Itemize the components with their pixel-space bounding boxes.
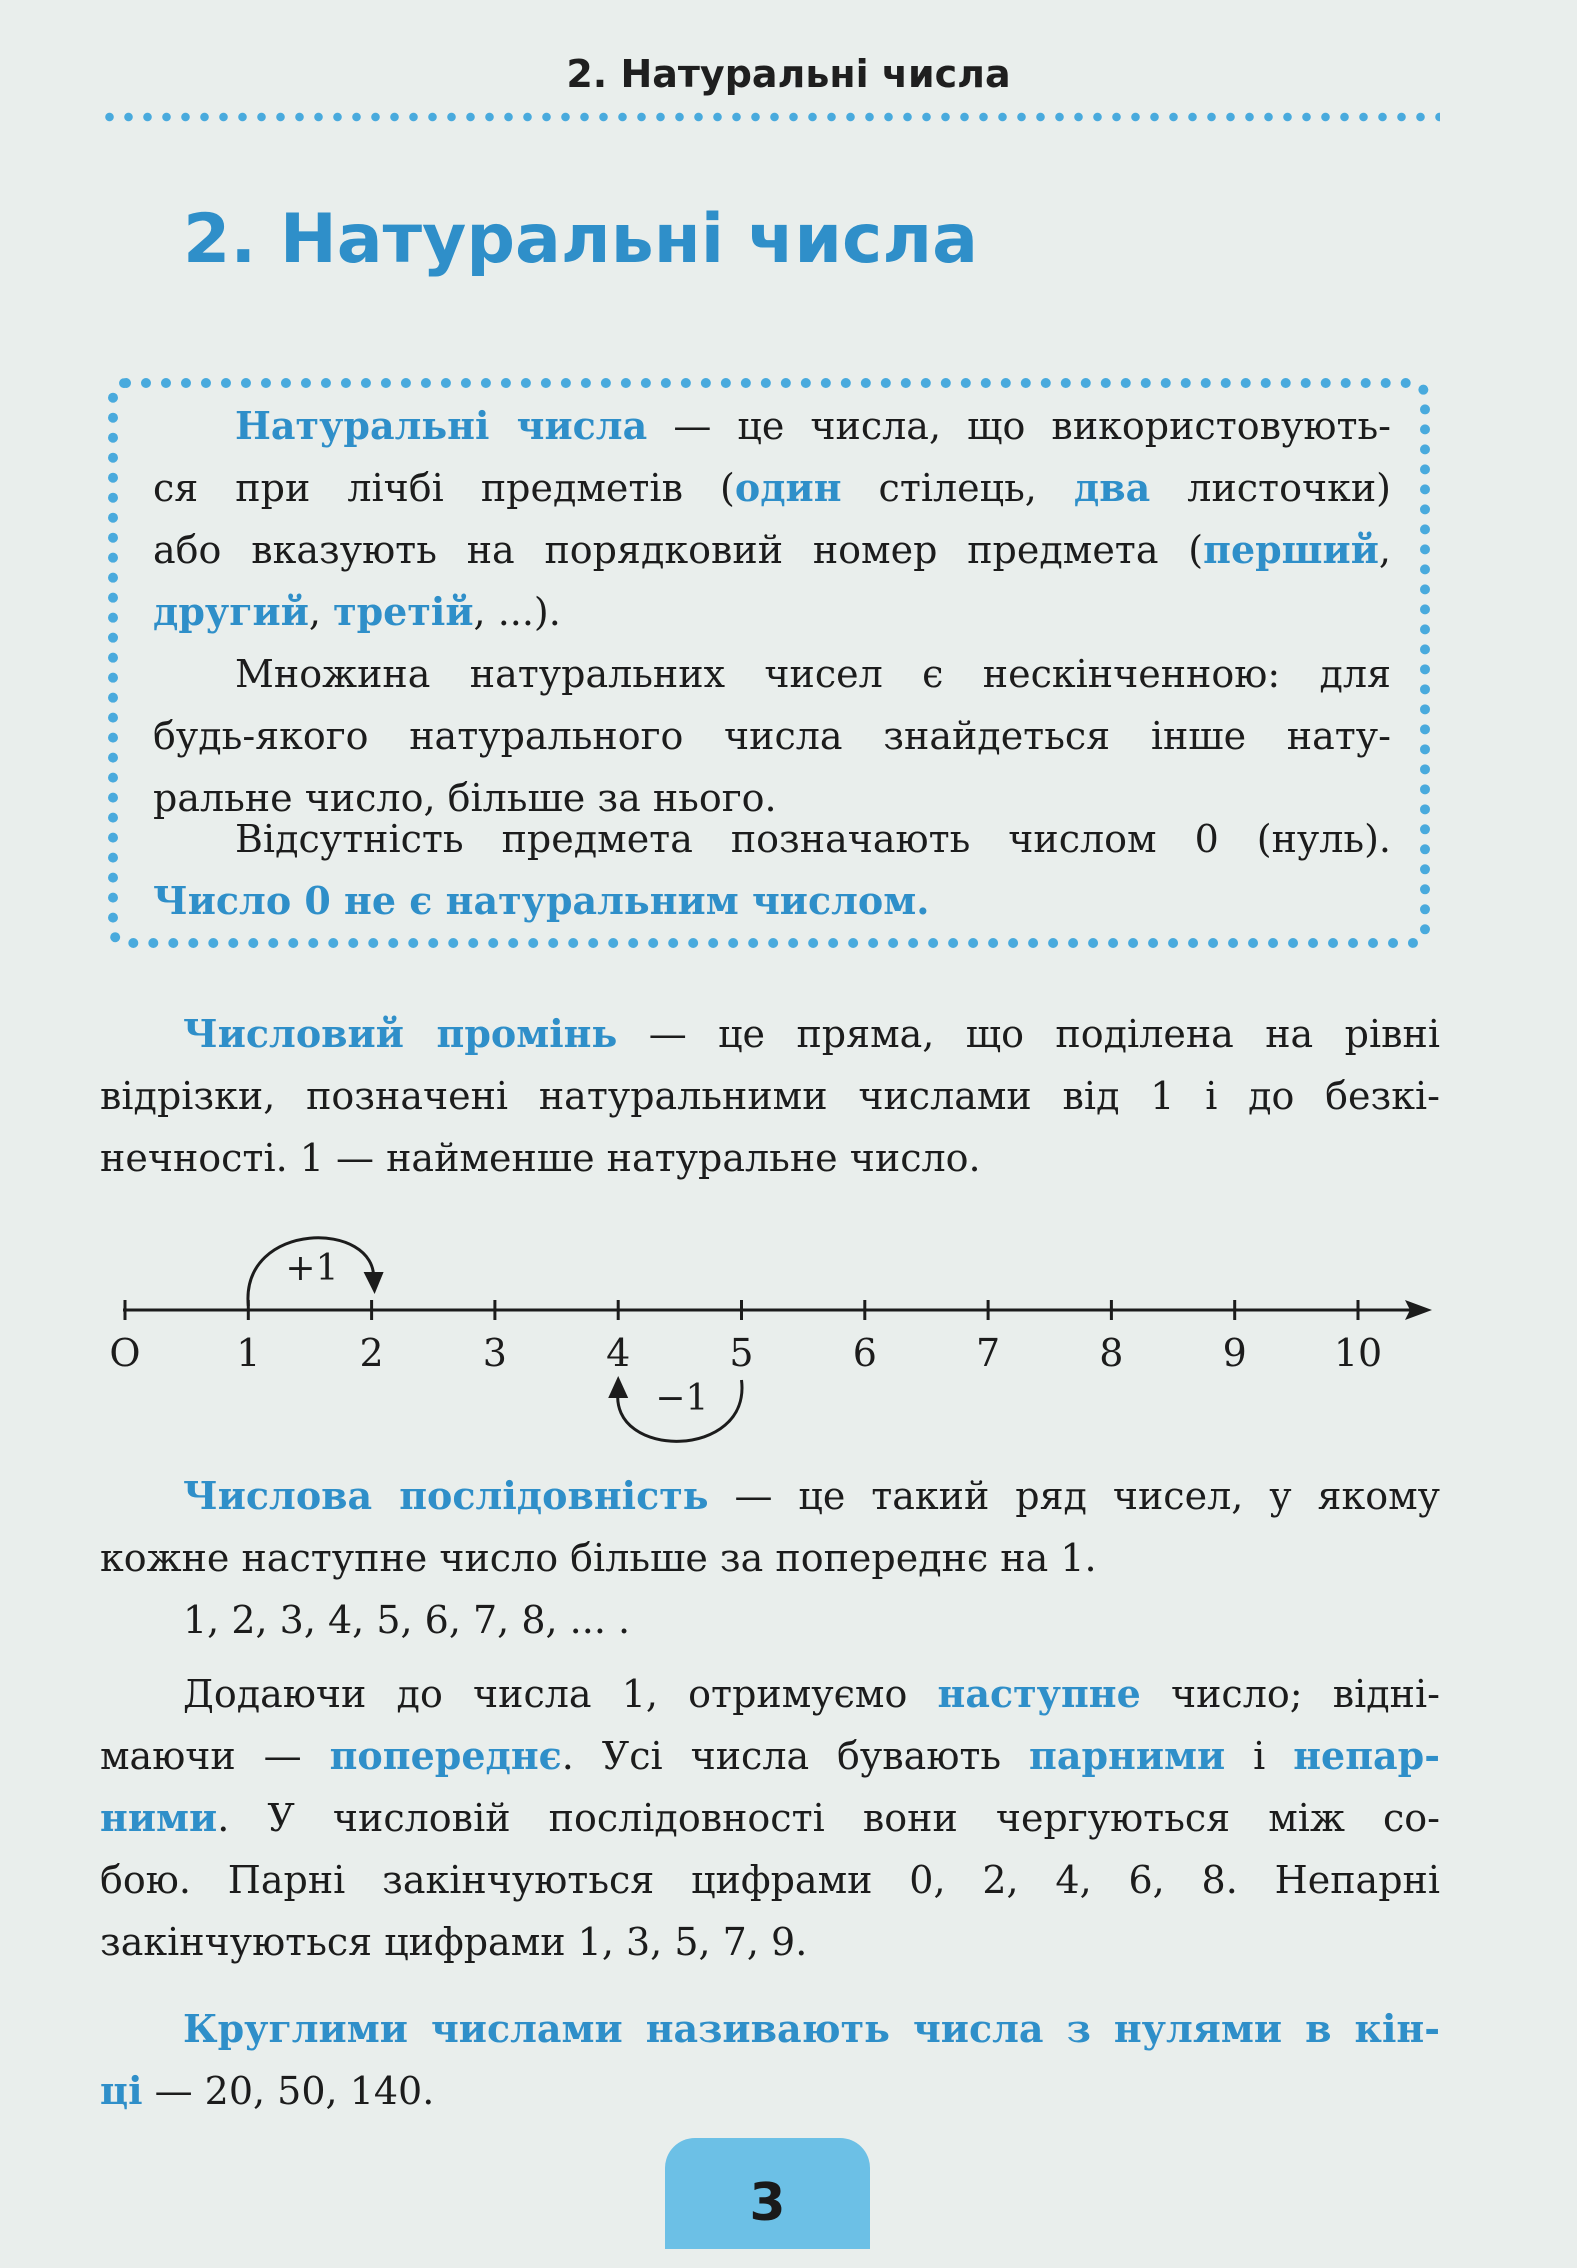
text-line (100, 1663, 1440, 1725)
text-line: ральне число, більше за нього. (153, 776, 777, 820)
text-line (153, 395, 1391, 457)
text-line: кожне наступне число більше за попереднє на 1. (100, 1536, 1097, 1580)
page-number: 3 (749, 2173, 786, 2233)
tick-label-6: 6 (852, 1331, 877, 1375)
text-span: листочки) (1150, 466, 1391, 510)
tick-label-3: 3 (482, 1331, 507, 1375)
text-line: будь-якого натурального числа знайдеться інше нату- (153, 714, 1391, 758)
text-line: закінчуються цифрами 1, 3, 5, 7, 9. (100, 1920, 808, 1964)
text-line: Відсутність предмета позначають числом 0 (нуль). (235, 817, 1391, 861)
definition-paragraph-2 (153, 643, 1391, 829)
text-span: стілець, (841, 466, 1074, 510)
text-line (100, 1787, 1440, 1849)
tick-label-5: 5 (729, 1331, 754, 1375)
highlight-two: два (1073, 465, 1151, 510)
highlight-even: парними (1029, 1733, 1226, 1778)
text-line: бою. Парні закінчуються цифрами 0, 2, 4, 6, 8. Непарні (100, 1858, 1440, 1902)
dotted-rule (100, 110, 1440, 124)
minus-one-arrowhead (608, 1376, 628, 1398)
text-span: — це пряма, що поділена на рівні (617, 1012, 1440, 1056)
plus-one-label: +1 (285, 1248, 339, 1289)
highlight-odd-end: ними (100, 1795, 218, 1840)
text-span: , (1378, 528, 1391, 572)
tick-label-4: 4 (606, 1331, 631, 1375)
highlight-third: третій (333, 589, 474, 634)
text-line (153, 519, 1391, 581)
text-span: . У числовій послідовності вони чергуються між со- (217, 1796, 1440, 1840)
term-number-sequence: Числова послідовність (183, 1473, 709, 1518)
text-line (153, 581, 1391, 643)
sequence-paragraph (100, 1465, 1440, 1651)
definition-paragraph-1 (153, 395, 1391, 643)
highlight-previous: попереднє (329, 1733, 562, 1778)
round-numbers-paragraph (100, 1998, 1440, 2122)
plus-one-arrowhead (364, 1272, 384, 1294)
number-line-svg (100, 1210, 1460, 1450)
text-line: відрізки, позначені натуральними числами від 1 і до безкі- (100, 1074, 1440, 1118)
minus-one-label: −1 (655, 1378, 709, 1419)
text-span: , (308, 590, 334, 634)
highlight-first: перший (1203, 527, 1379, 572)
text-span: Додаючи до числа 1, отримуємо (183, 1672, 938, 1716)
text-span: — це числа, що використовують- (647, 404, 1391, 448)
running-head: 2. Натуральні числа (566, 52, 1011, 96)
text-line: Множина натуральних чисел є нескінченною: для (235, 652, 1391, 696)
highlight-odd: непар- (1293, 1733, 1441, 1778)
text-line: нечності. 1 — найменше натуральне число. (100, 1136, 981, 1180)
text-span: — це такий ряд чисел, у якому (708, 1474, 1440, 1518)
sequence-example: 1, 2, 3, 4, 5, 6, 7, 8, ... . (183, 1598, 631, 1642)
tick-label-10: 10 (1333, 1331, 1383, 1375)
highlight-second: другий (153, 589, 309, 634)
parity-paragraph (100, 1663, 1440, 1973)
text-line (153, 457, 1391, 519)
term-natural-numbers: Натуральні числа (235, 403, 648, 448)
number-line (100, 1210, 1460, 1450)
text-span: ся при лічбі предметів ( (153, 466, 735, 510)
term-number-ray: Числовий промінь (183, 1011, 618, 1056)
tick-label-9: 9 (1222, 1331, 1247, 1375)
chapter-title: 2. Натуральні числа (183, 200, 979, 279)
text-line (100, 1003, 1440, 1065)
text-span: або вказують на порядковий номер предмета ( (153, 528, 1204, 572)
text-span: , ...). (473, 590, 561, 634)
text-span: . Усі числа бувають (561, 1734, 1030, 1778)
tick-label-8: 8 (1099, 1331, 1124, 1375)
highlight-next: наступне (937, 1671, 1141, 1716)
round-numbers-term-end: ці (100, 2068, 143, 2113)
highlight-one: один (734, 465, 842, 510)
tick-label-2: 2 (359, 1331, 384, 1375)
tick-label-7: 7 (976, 1331, 1001, 1375)
page-number-tab (665, 2138, 870, 2249)
tick-label-1: 1 (236, 1331, 261, 1375)
text-span: число; відні- (1140, 1672, 1440, 1716)
ray-paragraph (100, 1003, 1440, 1189)
round-numbers-term: Круглими числами називають числа з нулями в кін- (183, 2006, 1440, 2051)
text-line (100, 2060, 1440, 2122)
definition-paragraph-3 (153, 808, 1391, 932)
zero-not-natural-note: Число 0 не є натуральним числом. (153, 878, 930, 923)
text-span: — 20, 50, 140. (142, 2069, 435, 2113)
text-span: маючи — (100, 1734, 330, 1778)
tick-label-0: O (109, 1331, 141, 1375)
text-line (100, 1725, 1440, 1787)
text-span: і (1225, 1734, 1294, 1778)
text-line (100, 1465, 1440, 1527)
